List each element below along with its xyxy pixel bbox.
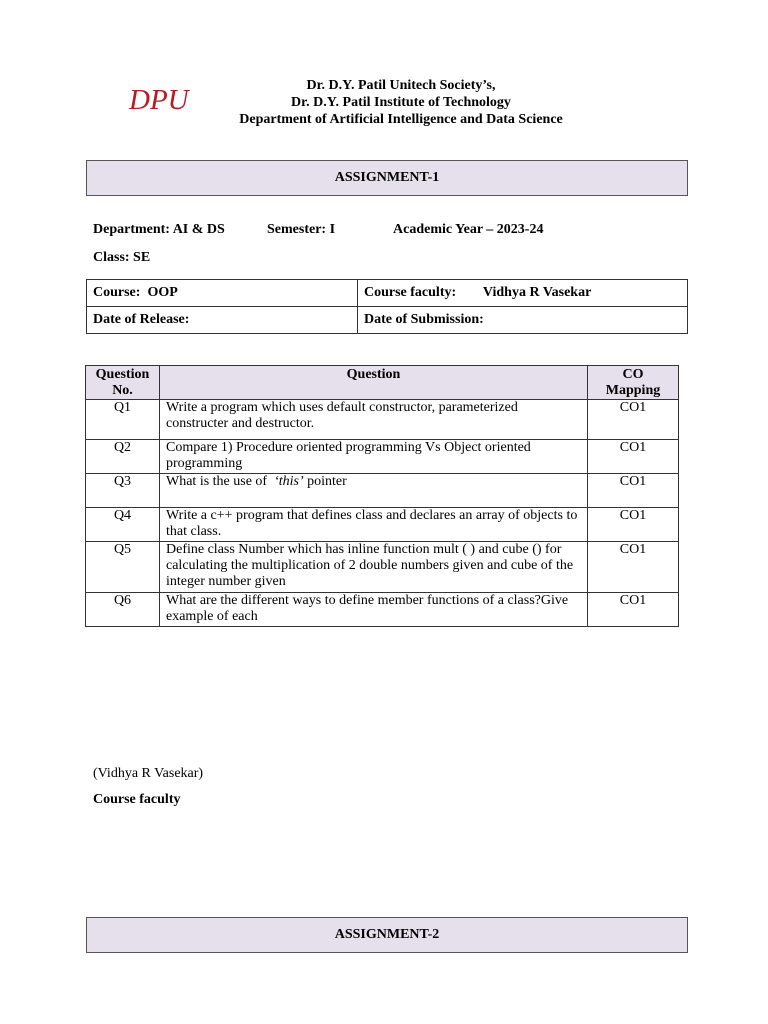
question-text: Define class Number which has inline function mult ( ) and cube () for calculating the multiplication of 2 double numbers given and cube of the integer number given [160,542,588,593]
question-number: Q6 [86,593,160,627]
course-info-table [86,279,688,334]
table-row [86,474,679,508]
table-row [86,542,679,593]
course-value: OOP [147,285,178,300]
class-label: Class: SE [93,250,151,265]
questions-table [85,365,679,627]
faculty-value: Vidhya R Vasekar [482,285,592,300]
header-co-mapping: CO Mapping [588,366,679,400]
question-text: What are the different ways to define member functions of a class?Give example of each [160,593,588,627]
date-of-submission-cell: Date of Submission: [358,307,688,334]
question-text: Write a c++ program that defines class and declares an array of objects to that class. [160,508,588,542]
course-info-row [87,280,688,307]
co-mapping: CO1 [588,542,679,593]
question-number: Q2 [86,440,160,474]
table-row [86,440,679,474]
header-question-no: Question No. [86,366,160,400]
question-number: Q5 [86,542,160,593]
this-keyword: ‘this’ [274,474,304,489]
co-mapping: CO1 [588,474,679,508]
assignment-1-banner: ASSIGNMENT-1 [86,160,688,196]
co-mapping: CO1 [588,508,679,542]
co-mapping: CO1 [588,400,679,440]
question-text: Compare 1) Procedure oriented programming Vs Object oriented programming [160,440,588,474]
co-mapping: CO1 [588,593,679,627]
header-institute: Dr. D.Y. Patil Institute of Technology [291,95,511,110]
header-department: Department of Artificial Intelligence and Data Science [239,112,563,127]
course-faculty-cell: Course faculty: Vidhya R Vasekar [358,280,688,307]
assignment-2-banner: ASSIGNMENT-2 [86,917,688,953]
question-number: Q3 [86,474,160,508]
table-row [86,400,679,440]
table-row [86,593,679,627]
dpu-logo: DPU [129,84,189,116]
questions-header-row [86,366,679,400]
academic-year-label: Academic Year – 2023-24 [393,222,544,237]
signature-name: (Vidhya R Vasekar) [93,766,204,781]
semester-label: Semester: I [267,222,336,237]
date-of-release-cell: Date of Release: [87,307,358,334]
question-text: Write a program which uses default constructor, parameterized constructer and destructor. [160,400,588,440]
question-text: What is the use of ‘this’ pointer [160,474,588,508]
dates-row [87,307,688,334]
course-cell: Course: OOP [87,280,358,307]
question-number: Q4 [86,508,160,542]
header-society: Dr. D.Y. Patil Unitech Society’s, [306,78,496,93]
header-question: Question [160,366,588,400]
table-row [86,508,679,542]
signature-role: Course faculty [93,792,181,807]
co-mapping: CO1 [588,440,679,474]
institution-header [200,77,602,128]
department-label: Department: AI & DS [93,222,225,237]
question-number: Q1 [86,400,160,440]
